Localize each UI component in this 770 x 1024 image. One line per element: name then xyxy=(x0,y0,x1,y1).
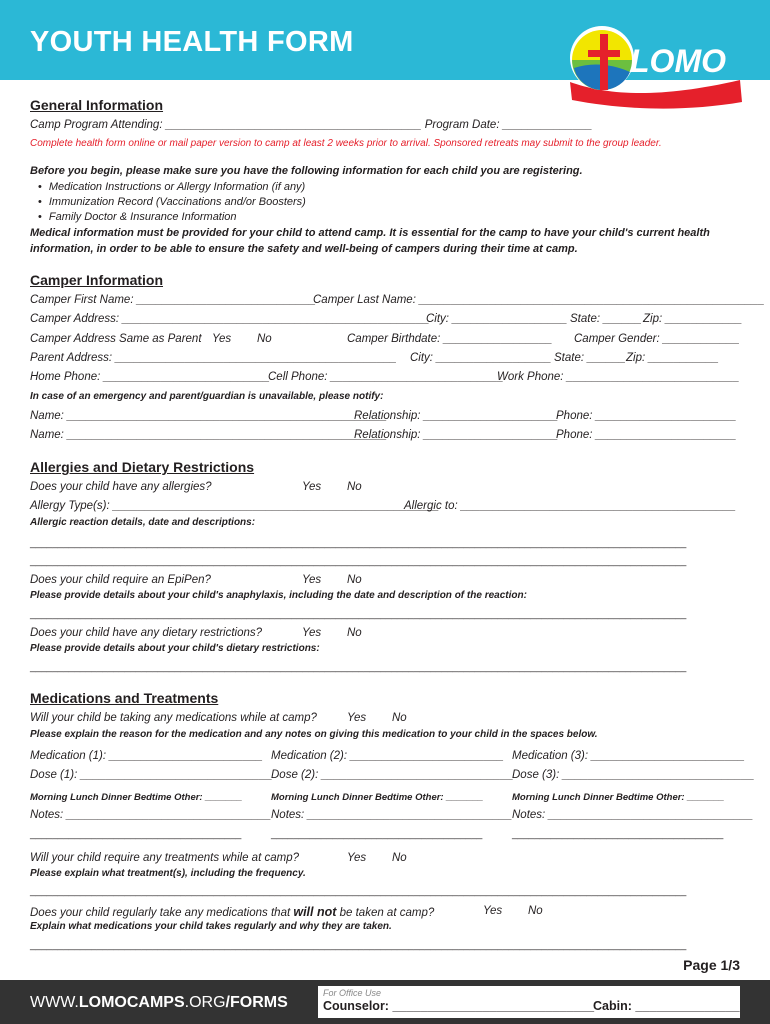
camper-heading: Camper Information xyxy=(30,272,164,288)
url-brand: LOMOCAMPS xyxy=(78,994,185,1011)
notes-2-line[interactable]: ______________________________________ xyxy=(271,829,483,840)
epipen-question: Does your child require an EpiPen? xyxy=(30,574,211,586)
reaction-details-label: Allergic reaction details, date and descriptions: xyxy=(30,517,256,528)
camper-address-field[interactable]: Camper Address: ________________________________________________ xyxy=(30,313,430,325)
office-use-box xyxy=(318,986,740,1018)
dose-2-field[interactable]: Dose (2): ______________________________ xyxy=(271,769,514,781)
dietary-no[interactable]: No xyxy=(347,627,362,639)
camper-last-name-field[interactable]: Camper Last Name: ______________________________________________________ xyxy=(313,294,765,306)
anaphylaxis-line[interactable]: ______________________________________________________________________________________________________________________ xyxy=(30,609,687,620)
parent-state-field[interactable]: State: ______ xyxy=(554,352,626,364)
notes-3-field[interactable]: Notes: ________________________________ xyxy=(512,809,754,821)
allergies-heading: Allergies and Dietary Restrictions xyxy=(30,459,255,475)
before-you-begin: Before you begin, please make sure you have the following information for each child you are registering. xyxy=(30,165,583,177)
same-as-parent-no[interactable]: No xyxy=(257,333,272,345)
same-as-parent-yes[interactable]: Yes xyxy=(212,333,232,345)
treatments-question: Will your child require any treatments while at camp? xyxy=(30,852,299,864)
logo-text: LOMO xyxy=(630,43,726,79)
medical-note-1: Medical information must be provided for your child to attend camp. It is essential for the camp to have your child's current health xyxy=(30,227,710,239)
lomo-logo xyxy=(564,20,744,112)
camper-gender-field[interactable]: Camper Gender: ____________ xyxy=(574,333,740,345)
medication-1-field[interactable]: Medication (1): ________________________ xyxy=(30,750,263,762)
medication-2-field[interactable]: Medication (2): ________________________ xyxy=(271,750,504,762)
emergency-relationship-field[interactable]: Relationship: _____________________ xyxy=(354,410,558,422)
regular-medications-yes[interactable]: Yes xyxy=(483,905,503,917)
notes-2-field[interactable]: Notes: ________________________________ xyxy=(271,809,513,821)
emergency-name-field[interactable]: Name: __________________________________________________ xyxy=(30,410,387,422)
camper-birthdate-field[interactable]: Camper Birthdate: _________________ xyxy=(347,333,553,345)
office-use-label: For Office Use xyxy=(323,988,382,998)
dose-1-field[interactable]: Dose (1): ______________________________ xyxy=(30,769,273,781)
times-1-options[interactable]: Morning Lunch Dinner Bedtime Other: _______ xyxy=(30,792,243,803)
allergic-to-field[interactable]: Allergic to: ___________________________________________ xyxy=(404,500,736,512)
page-number: Page 1/3 xyxy=(683,957,740,973)
regular-medications-label: Explain what medications your child takes regularly and why they are taken. xyxy=(30,921,392,932)
url-org: .ORG xyxy=(184,994,226,1011)
work-phone-field[interactable]: Work Phone: ___________________________ xyxy=(497,371,740,383)
emergency-name-field[interactable]: Name: __________________________________________________ xyxy=(30,429,387,441)
counselor-field[interactable]: Counselor: _____________________________ xyxy=(323,999,595,1013)
list-item: • Medication Instructions or Allergy Information (if any) xyxy=(38,180,306,195)
parent-zip-field[interactable]: Zip: ___________ xyxy=(626,352,719,364)
dietary-yes[interactable]: Yes xyxy=(302,627,322,639)
will-not-emphasis: will not xyxy=(293,905,337,919)
notes-1-field[interactable]: Notes: ________________________________ xyxy=(30,809,272,821)
emergency-phone-field[interactable]: Phone: ______________________ xyxy=(556,429,737,441)
emergency-phone-field[interactable]: Phone: ______________________ xyxy=(556,410,737,422)
list-item: • Immunization Record (Vaccinations and/or Boosters) xyxy=(38,195,306,210)
dietary-label: Please provide details about your child's dietary restrictions: xyxy=(30,643,320,654)
regular-prefix: Does your child regularly take any medications that xyxy=(30,907,294,919)
parent-city-field[interactable]: City: __________________ xyxy=(410,352,552,364)
dose-3-field[interactable]: Dose (3): ______________________________ xyxy=(512,769,755,781)
has-allergies-no[interactable]: No xyxy=(347,481,362,493)
medical-note-2: information, in order to be able to ensure the safety and well-being of campers during their time at camp. xyxy=(30,243,578,255)
treatments-yes[interactable]: Yes xyxy=(347,852,367,864)
taking-medications-question: Will your child be taking any medications while at camp? xyxy=(30,712,317,724)
parent-address-field[interactable]: Parent Address: ____________________________________________ xyxy=(30,352,397,364)
regular-suffix: be taken at camp? xyxy=(336,907,435,919)
times-2-options[interactable]: Morning Lunch Dinner Bedtime Other: _______ xyxy=(271,792,484,803)
dietary-line[interactable]: ______________________________________________________________________________________________________________________ xyxy=(30,662,687,673)
dietary-question: Does your child have any dietary restrictions? xyxy=(30,627,263,639)
taking-medications-yes[interactable]: Yes xyxy=(347,712,367,724)
regular-medications-no[interactable]: No xyxy=(528,905,543,917)
anaphylaxis-label: Please provide details about your child's anaphylaxis, including the date and description of the reaction: xyxy=(30,590,527,601)
cell-phone-field[interactable]: Cell Phone: ___________________________ xyxy=(268,371,504,383)
program-attending-field[interactable]: Camp Program Attending: ________________________________________ Program Date: ______________ xyxy=(30,119,593,131)
url-path: /FORMS xyxy=(225,994,288,1011)
treatments-line[interactable]: ______________________________________________________________________________________________________________________ xyxy=(30,886,687,897)
footer-website-link[interactable] xyxy=(30,994,288,1012)
same-as-parent-label: Camper Address Same as Parent xyxy=(30,333,202,345)
has-allergies-question: Does your child have any allergies? xyxy=(30,481,212,493)
epipen-yes[interactable]: Yes xyxy=(302,574,322,586)
camper-first-name-field[interactable]: Camper First Name: ____________________________ xyxy=(30,294,316,306)
times-3-options[interactable]: Morning Lunch Dinner Bedtime Other: _______ xyxy=(512,792,725,803)
treatments-no[interactable]: No xyxy=(392,852,407,864)
treatments-label: Please explain what treatment(s), including the frequency. xyxy=(30,868,306,879)
medications-heading: Medications and Treatments xyxy=(30,690,219,706)
reaction-line[interactable]: ______________________________________________________________________________________________________________________ xyxy=(30,538,687,549)
taking-medications-no[interactable]: No xyxy=(392,712,407,724)
home-phone-field[interactable]: Home Phone: __________________________ xyxy=(30,371,270,383)
regular-medications-line[interactable]: ______________________________________________________________________________________________________________________ xyxy=(30,940,687,951)
notes-3-line[interactable]: ______________________________________ xyxy=(512,829,724,840)
cabin-field[interactable]: Cabin: _______________ xyxy=(593,999,740,1013)
medication-explain-label: Please explain the reason for the medication and any notes on giving this medication to your child in the spaces below. xyxy=(30,729,598,740)
list-item: • Family Doctor & Insurance Information xyxy=(38,210,306,225)
camper-zip-field[interactable]: Zip: ____________ xyxy=(643,313,743,325)
medication-3-field[interactable]: Medication (3): ________________________ xyxy=(512,750,745,762)
camper-city-field[interactable]: City: __________________ xyxy=(426,313,568,325)
emergency-relationship-field[interactable]: Relationship: _____________________ xyxy=(354,429,558,441)
regular-medications-question xyxy=(30,905,434,919)
general-heading: General Information xyxy=(30,97,164,113)
allergy-types-field[interactable]: Allergy Type(s): ___________________________________________________ xyxy=(30,500,440,512)
notes-1-line[interactable]: ______________________________________ xyxy=(30,829,242,840)
required-info-list xyxy=(38,180,306,225)
submission-notice: Complete health form online or mail paper version to camp at least 2 weeks prior to arrival. Sponsored retreats may submit to the group leader. xyxy=(30,138,662,149)
url-www: WWW. xyxy=(30,994,79,1011)
emergency-note: In case of an emergency and parent/guardian is unavailable, please notify: xyxy=(30,391,384,402)
form-title: YOUTH HEALTH FORM xyxy=(30,26,354,58)
camper-state-field[interactable]: State: ______ xyxy=(570,313,642,325)
reaction-line[interactable]: ______________________________________________________________________________________________________________________ xyxy=(30,556,687,567)
has-allergies-yes[interactable]: Yes xyxy=(302,481,322,493)
epipen-no[interactable]: No xyxy=(347,574,362,586)
